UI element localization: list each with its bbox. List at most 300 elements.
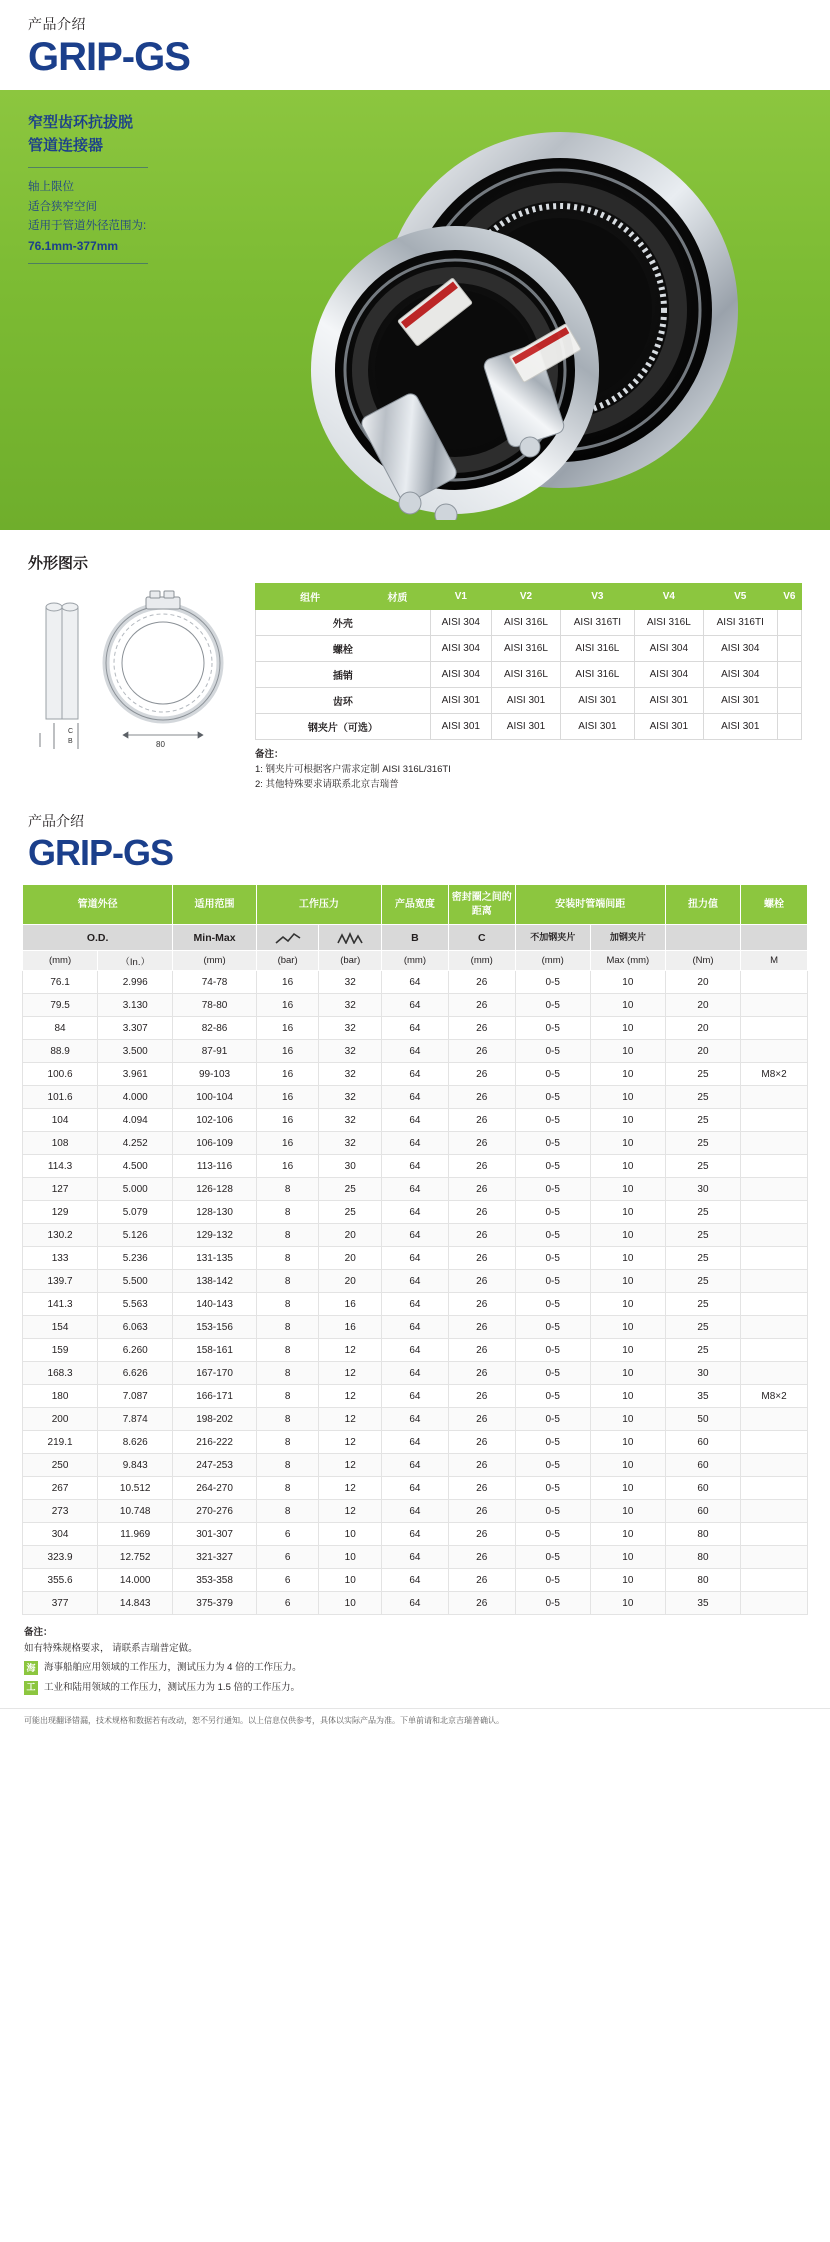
spec-cell-b: 64 [382,1270,449,1293]
spec-cell-p2: 32 [319,971,382,994]
mat-cell: AISI 316L [491,636,560,662]
spec-cell-minmax: 102-106 [173,1109,257,1132]
spec-cell-g2: 10 [590,1109,665,1132]
spec-cell-g1: 0-5 [515,1362,590,1385]
mat-row-part-2: 插销 [256,662,431,688]
spec-cell-p1: 6 [256,1546,319,1569]
spec-cell-in: 14.000 [98,1569,173,1592]
spec-cell-g2: 10 [590,1132,665,1155]
spec-subcol-c: C [448,925,515,951]
spec-cell-b: 64 [382,1224,449,1247]
spec-cell-p2: 10 [319,1546,382,1569]
spec-col-gap-group: 安装时管端间距 [515,885,665,925]
spec-cell-g2: 10 [590,1408,665,1431]
spec-cell-bolt [741,1500,808,1523]
hero-bullet-0: 轴上限位 [28,181,74,193]
divider [28,263,148,264]
spec-cell-bolt [741,1293,808,1316]
spec-cell-od: 154 [23,1316,98,1339]
mat-cell [777,688,801,714]
spec-cell-in: 14.843 [98,1592,173,1615]
spec-cell-p1: 16 [256,1063,319,1086]
spec-cell-in: 5.236 [98,1247,173,1270]
spec-cell-b: 64 [382,1316,449,1339]
mat-cell: AISI 301 [634,688,703,714]
mat-cell: AISI 301 [561,688,635,714]
spec-cell-minmax: 216-222 [173,1431,257,1454]
spec-cell-p1: 8 [256,1247,319,1270]
spec-col-torque-group: 扭力值 [665,885,740,925]
spec-cell-g2: 10 [590,1523,665,1546]
spec-cell-nm: 80 [665,1546,740,1569]
spec-cell-in: 10.748 [98,1500,173,1523]
mat-cell: AISI 304 [703,662,777,688]
section2-title: 外形图示 [28,555,89,572]
mat-row-part-4: 钢夹片（可选） [256,714,431,740]
spec-cell-p2: 16 [319,1293,382,1316]
mat-row-part-0: 外壳 [256,610,431,636]
spec-cell-bolt [741,1086,808,1109]
spec-cell-g1: 0-5 [515,1086,590,1109]
drawing-label-C: C [68,728,74,735]
spec-col-bolt-group: 螺栓 [741,885,808,925]
spec-cell-p1: 6 [256,1523,319,1546]
spec-cell-od: 114.3 [23,1155,98,1178]
spec-cell-in: 10.512 [98,1477,173,1500]
spec-cell-p2: 10 [319,1569,382,1592]
table-row [23,1546,808,1569]
spec-cell-p2: 30 [319,1155,382,1178]
spec-col-width-group: 产品宽度 [382,885,449,925]
spec-cell-bolt [741,1408,808,1431]
mat-cell: AISI 301 [430,714,491,740]
spec-subcol-gap-noclip: 不加钢夹片 [515,925,590,951]
spec-cell-c: 26 [448,1592,515,1615]
spec-cell-p1: 16 [256,1086,319,1109]
unit-bolt-m: M [741,951,808,971]
spec-header-row-mid [23,925,808,951]
spec-cell-g1: 0-5 [515,1017,590,1040]
spec-cell-g1: 0-5 [515,1408,590,1431]
spec-cell-p2: 20 [319,1247,382,1270]
clamp-drawing-svg [28,583,243,763]
spec-cell-od: 141.3 [23,1293,98,1316]
spec-cell-nm: 25 [665,1224,740,1247]
mat-cell: AISI 316L [561,636,635,662]
spec-cell-c: 26 [448,1040,515,1063]
material-table-container [255,583,802,793]
spec-cell-c: 26 [448,1316,515,1339]
mat-cell: AISI 304 [634,636,703,662]
mat-cell: AISI 301 [430,688,491,714]
table-row [23,1178,808,1201]
spec-cell-od: 104 [23,1109,98,1132]
spec-cell-g2: 10 [590,1063,665,1086]
spec-cell-c: 26 [448,1500,515,1523]
section3-title: GRIP-GS [28,831,174,873]
drawing-label-width: 80 [156,740,165,749]
material-table-notes [255,747,802,793]
spec-cell-minmax: 321-327 [173,1546,257,1569]
table-row [23,971,808,994]
table-row [23,1063,808,1086]
table-row [23,1247,808,1270]
spec-cell-g2: 10 [590,1040,665,1063]
section-outline-drawing [0,530,830,801]
table-row [23,1454,808,1477]
unit-g1-mm: (mm) [515,951,590,971]
spec-cell-p1: 8 [256,1224,319,1247]
spec-cell-in: 4.000 [98,1086,173,1109]
spec-cell-p1: 8 [256,1431,319,1454]
spec-cell-g2: 10 [590,1569,665,1592]
spec-cell-minmax: 131-135 [173,1247,257,1270]
spec-cell-b: 64 [382,1523,449,1546]
spec-cell-p2: 32 [319,1109,382,1132]
unit-od-mm: (mm) [23,951,98,971]
spec-cell-in: 4.500 [98,1155,173,1178]
hero-header [0,0,830,82]
spec-cell-od: 100.6 [23,1063,98,1086]
spec-cell-bolt [741,1132,808,1155]
table-row [23,1224,808,1247]
spec-cell-nm: 50 [665,1408,740,1431]
spec-cell-bolt [741,1362,808,1385]
spec-subcol-bolt [741,925,808,951]
divider [28,167,148,168]
hero-bullet-2: 适用于管道外径范围为: [28,220,147,233]
spec-header-row-top [23,885,808,925]
spec-cell-bolt [741,1316,808,1339]
spec-cell-p1: 8 [256,1316,319,1339]
spec-cell-minmax: 129-132 [173,1224,257,1247]
spec-cell-p1: 8 [256,1178,319,1201]
mat-row-part-3: 齿环 [256,688,431,714]
spec-cell-g2: 10 [590,1500,665,1523]
spec-cell-b: 64 [382,1155,449,1178]
spec-cell-p1: 8 [256,1270,319,1293]
spec-cell-p2: 12 [319,1339,382,1362]
spec-cell-bolt [741,1454,808,1477]
spec-cell-p2: 12 [319,1362,382,1385]
spec-cell-p2: 25 [319,1178,382,1201]
spec-cell-nm: 20 [665,1017,740,1040]
spec-cell-p2: 32 [319,994,382,1017]
spec-cell-od: 180 [23,1385,98,1408]
hero-text-block [28,112,278,264]
spec-cell-p1: 8 [256,1477,319,1500]
table-row [23,994,808,1017]
spec-cell-bolt [741,1178,808,1201]
spec-cell-minmax: 301-307 [173,1523,257,1546]
mat-cell [777,636,801,662]
table-row [256,714,802,740]
table-row [23,1477,808,1500]
spec-cell-g1: 0-5 [515,1270,590,1293]
spec-cell-g1: 0-5 [515,1132,590,1155]
hero-kicker: 产品介绍 [28,16,86,32]
spec-cell-bolt [741,1017,808,1040]
spec-cell-od: 267 [23,1477,98,1500]
unit-p1-bar: (bar) [256,951,319,971]
spec-cell-p1: 8 [256,1339,319,1362]
spec-cell-nm: 80 [665,1523,740,1546]
mat-col-v6: V6 [777,584,801,610]
material-note-2: 2: 其他特殊要求请联系北京吉瑞普 [255,779,399,791]
spec-cell-c: 26 [448,994,515,1017]
spec-cell-g2: 10 [590,1431,665,1454]
spec-cell-bolt: M8×2 [741,1385,808,1408]
hero-subtitle [28,112,278,157]
spec-subcol-gap-clip: 加钢夹片 [590,925,665,951]
table-row [23,1316,808,1339]
spec-cell-in: 7.874 [98,1408,173,1431]
spec-cell-p2: 32 [319,1040,382,1063]
spec-cell-bolt [741,1201,808,1224]
table-row [23,1270,808,1293]
spec-cell-in: 5.000 [98,1178,173,1201]
mat-cell [777,714,801,740]
spec-subcol-minmax: Min-Max [173,925,257,951]
spec-cell-b: 64 [382,1040,449,1063]
spec-cell-p2: 12 [319,1477,382,1500]
spec-cell-od: 84 [23,1017,98,1040]
spec-cell-g2: 10 [590,1385,665,1408]
spec-cell-p2: 25 [319,1201,382,1224]
spec-cell-p2: 32 [319,1017,382,1040]
spec-cell-c: 26 [448,1132,515,1155]
spec-cell-g2: 10 [590,1201,665,1224]
unit-g2-max-mm: Max (mm) [590,951,665,971]
spec-cell-nm: 25 [665,1063,740,1086]
spec-cell-g1: 0-5 [515,1339,590,1362]
spec-cell-b: 64 [382,1546,449,1569]
spec-cell-od: 159 [23,1339,98,1362]
footer-badge-marine-text: 海事船舶应用领域的工作压力，测试压力为 4 倍的工作压力。 [44,1662,302,1674]
spec-cell-g2: 10 [590,1339,665,1362]
spec-cell-c: 26 [448,1063,515,1086]
mat-col-v3: V3 [561,584,635,610]
spec-cell-g2: 10 [590,1178,665,1201]
spec-cell-c: 26 [448,1178,515,1201]
spec-cell-minmax: 78-80 [173,994,257,1017]
spec-cell-minmax: 270-276 [173,1500,257,1523]
spec-cell-minmax: 87-91 [173,1040,257,1063]
footer-notes [0,1615,830,1702]
spec-cell-p1: 16 [256,994,319,1017]
spec-cell-p1: 16 [256,1017,319,1040]
spec-cell-b: 64 [382,1362,449,1385]
spec-subcol-torque [665,925,740,951]
spec-cell-c: 26 [448,1247,515,1270]
spec-cell-b: 64 [382,1339,449,1362]
spec-cell-c: 26 [448,1431,515,1454]
spec-col-range-group: 适用范围 [173,885,257,925]
mat-cell: AISI 301 [703,688,777,714]
spec-cell-in: 7.087 [98,1385,173,1408]
spec-cell-b: 64 [382,1086,449,1109]
spec-cell-bolt [741,971,808,994]
spec-col-sealdist-label: 密封圈之间的距离 [451,892,512,917]
hero-range-value: 76.1mm-377mm [28,238,119,253]
spec-cell-in: 3.307 [98,1017,173,1040]
spec-cell-c: 26 [448,1109,515,1132]
spec-cell-b: 64 [382,971,449,994]
mat-cell: AISI 301 [703,714,777,740]
spec-cell-c: 26 [448,1362,515,1385]
table-row [23,1339,808,1362]
table-row [23,1385,808,1408]
spec-cell-minmax: 100-104 [173,1086,257,1109]
unit-torque-nm: (Nm) [665,951,740,971]
mat-cell: AISI 316L [491,610,560,636]
spec-cell-in: 4.252 [98,1132,173,1155]
mat-cell [777,610,801,636]
spec-cell-p1: 16 [256,1109,319,1132]
spec-cell-p2: 12 [319,1454,382,1477]
spec-cell-g1: 0-5 [515,1546,590,1569]
spec-cell-in: 9.843 [98,1454,173,1477]
spec-cell-bolt: M8×2 [741,1063,808,1086]
spec-cell-bolt [741,994,808,1017]
spec-cell-g1: 0-5 [515,1477,590,1500]
spec-cell-c: 26 [448,1523,515,1546]
spec-cell-g2: 10 [590,1316,665,1339]
spec-cell-p1: 16 [256,1132,319,1155]
table-row [23,1201,808,1224]
spec-cell-c: 26 [448,1569,515,1592]
spec-cell-minmax: 158-161 [173,1339,257,1362]
spec-cell-in: 3.500 [98,1040,173,1063]
material-note-1: 1: 钢夹片可根据客户需求定制 AISI 316L/316TI [255,764,451,776]
spec-cell-b: 64 [382,1109,449,1132]
spec-cell-c: 26 [448,1224,515,1247]
spec-cell-p1: 8 [256,1500,319,1523]
marine-badge-icon: 海 [24,1661,38,1675]
spec-cell-p2: 12 [319,1408,382,1431]
table-row [23,1431,808,1454]
spec-cell-in: 4.094 [98,1109,173,1132]
spec-cell-g2: 10 [590,1477,665,1500]
mat-cell: AISI 304 [430,636,491,662]
spec-cell-b: 64 [382,1201,449,1224]
spec-cell-in: 3.130 [98,994,173,1017]
spec-cell-p2: 32 [319,1132,382,1155]
spec-cell-p2: 12 [319,1431,382,1454]
spec-cell-c: 26 [448,971,515,994]
spec-cell-minmax: 247-253 [173,1454,257,1477]
spec-cell-g2: 10 [590,1224,665,1247]
spec-cell-in: 11.969 [98,1523,173,1546]
spec-cell-b: 64 [382,1132,449,1155]
table-row [23,1132,808,1155]
spec-cell-bolt [741,1523,808,1546]
spec-cell-minmax: 99-103 [173,1063,257,1086]
spec-cell-minmax: 166-171 [173,1385,257,1408]
spec-cell-in: 5.079 [98,1201,173,1224]
table-row [23,1569,808,1592]
spec-header-row-units [23,951,808,971]
spec-cell-minmax: 353-358 [173,1569,257,1592]
specification-table-body [23,971,808,1615]
spec-cell-minmax: 74-78 [173,971,257,994]
material-table [255,583,802,740]
mat-cell [777,662,801,688]
specification-table [22,884,808,1615]
footer-badge-industrial-text: 工业和陆用领域的工作压力，测试压力为 1.5 倍的工作压力。 [44,1681,300,1693]
spec-cell-minmax: 126-128 [173,1178,257,1201]
spec-cell-nm: 25 [665,1086,740,1109]
spec-cell-p2: 12 [319,1385,382,1408]
spec-cell-p1: 16 [256,1155,319,1178]
spec-cell-nm: 25 [665,1270,740,1293]
footer-note-line: 如有特殊规格要求， 请联系吉瑞普定做。 [24,1643,198,1655]
spec-cell-nm: 35 [665,1592,740,1615]
mat-col-material: 材质 [365,584,431,610]
mat-cell: AISI 304 [634,662,703,688]
spec-cell-od: 219.1 [23,1431,98,1454]
spec-cell-c: 26 [448,1408,515,1431]
spec-cell-minmax: 82-86 [173,1017,257,1040]
spec-cell-p2: 32 [319,1063,382,1086]
spec-cell-g1: 0-5 [515,1569,590,1592]
spec-cell-b: 64 [382,1477,449,1500]
spec-cell-nm: 25 [665,1293,740,1316]
spec-cell-bolt [741,1247,808,1270]
spec-cell-g1: 0-5 [515,1201,590,1224]
spec-cell-c: 26 [448,1270,515,1293]
spec-cell-b: 64 [382,1178,449,1201]
unit-b-mm: (mm) [382,951,449,971]
drawing-label-B: B [68,738,73,745]
spec-cell-od: 273 [23,1500,98,1523]
spec-subcol-od: O.D. [23,925,173,951]
spec-cell-minmax: 198-202 [173,1408,257,1431]
table-row [23,1040,808,1063]
table-row [23,1362,808,1385]
section3-kicker: 产品介绍 [28,812,84,829]
table-row [23,1017,808,1040]
table-row [23,1155,808,1178]
mat-cell: AISI 301 [634,714,703,740]
spec-cell-bolt [741,1431,808,1454]
spec-cell-b: 64 [382,1063,449,1086]
spec-cell-bolt [741,1040,808,1063]
spec-subcol-b: B [382,925,449,951]
mat-col-v2: V2 [491,584,560,610]
hero-bullet-1: 适合狭窄空间 [28,200,97,213]
mat-col-v4: V4 [634,584,703,610]
spec-cell-minmax: 113-116 [173,1155,257,1178]
spec-cell-minmax: 264-270 [173,1477,257,1500]
spec-cell-p2: 10 [319,1592,382,1615]
spec-cell-p1: 8 [256,1293,319,1316]
spec-col-pressure-group: 工作压力 [256,885,381,925]
spec-cell-in: 6.260 [98,1339,173,1362]
spec-cell-c: 26 [448,1201,515,1224]
spec-cell-nm: 25 [665,1201,740,1224]
spec-cell-g2: 10 [590,1293,665,1316]
spec-cell-c: 26 [448,1086,515,1109]
spec-cell-g1: 0-5 [515,971,590,994]
spec-cell-g2: 10 [590,1247,665,1270]
spec-cell-od: 108 [23,1132,98,1155]
hero-subtitle-line1: 窄型齿环抗拔脱 [28,114,134,131]
spec-cell-c: 26 [448,1454,515,1477]
spec-cell-minmax: 140-143 [173,1293,257,1316]
spec-cell-g2: 10 [590,971,665,994]
spec-cell-nm: 60 [665,1431,740,1454]
